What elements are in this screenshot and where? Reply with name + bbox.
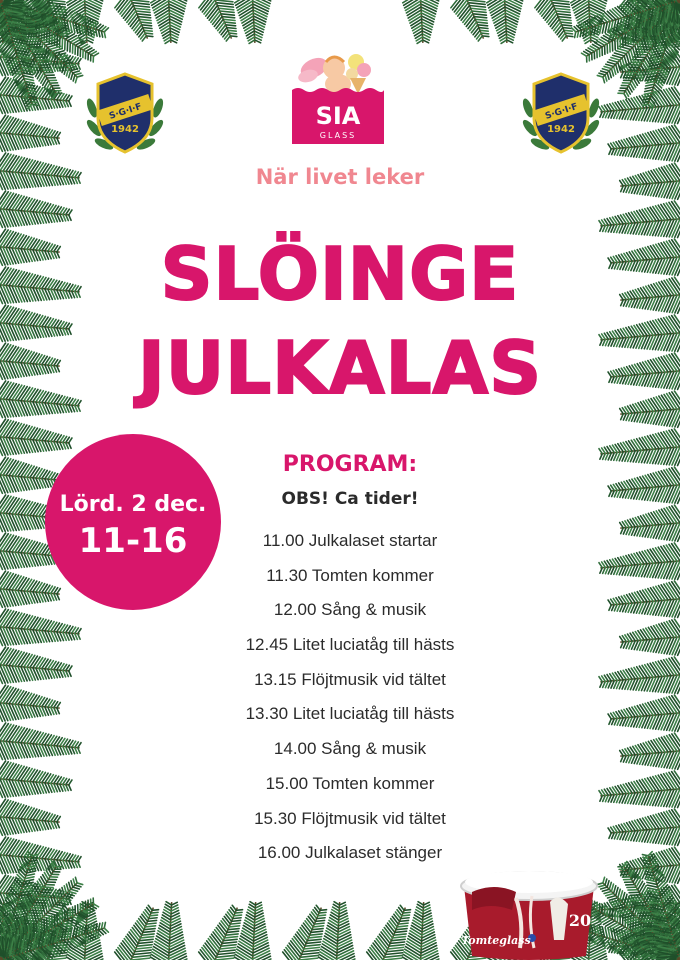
fir-branch — [0, 570, 61, 612]
fir-branch — [0, 646, 73, 690]
event-title-line-1: SLÖINGE — [160, 232, 520, 316]
schedule-item: 15.30 Flöjtmusik vid tältet — [254, 808, 446, 828]
program-note: OBS! Ca tider! — [281, 489, 419, 509]
fir-branch — [0, 760, 73, 804]
sia-glass-logo — [286, 46, 390, 150]
fir-branch — [0, 418, 73, 462]
program-heading: PROGRAM: — [282, 452, 418, 477]
fir-branch — [607, 808, 680, 852]
schedule-item: 12.00 Sång & musik — [273, 600, 427, 620]
fir-branch — [0, 608, 82, 653]
sia-wordmark: SIA — [315, 102, 361, 130]
fir-branch — [607, 694, 680, 738]
schedule-item: 16.00 Julkalaset stänger — [257, 843, 443, 863]
crest-year: 1942 — [547, 124, 575, 135]
brand-tagline: När livet leker — [255, 165, 425, 189]
fir-branch — [598, 770, 680, 815]
fir-branch — [402, 0, 441, 44]
schedule-item: 14.00 Sång & musik — [273, 739, 427, 759]
fir-branch — [150, 0, 189, 44]
ice-cream-tub-image — [454, 852, 604, 960]
schedule-item: 13.30 Litet luciatåg till hästs — [245, 704, 455, 724]
fir-branch — [0, 798, 61, 840]
fir-branch — [598, 428, 680, 473]
crest-letters: S·G·I·F — [544, 101, 580, 122]
fir-branch — [619, 732, 680, 774]
tub-number: 20 — [568, 911, 592, 930]
date-badge-day: Lörd. 2 dec. — [59, 491, 207, 517]
crest-year: 1942 — [111, 124, 139, 135]
fir-branch — [598, 86, 680, 131]
date-badge-time: 11-16 — [78, 520, 188, 561]
tub-label: Tomteglass — [461, 934, 531, 947]
fir-branch — [607, 466, 680, 510]
schedule-item: 12.45 Litet luciatåg till hästs — [245, 635, 455, 655]
event-title-line-2: JULKALAS — [137, 326, 543, 410]
schedule-item: 11.00 Julkalaset startar — [262, 531, 438, 550]
schedule-item: 11.30 Tomten kommer — [266, 565, 434, 585]
fir-branch — [0, 190, 73, 234]
fir-branch — [0, 722, 82, 767]
club-crest-left-icon — [82, 68, 168, 158]
fir-branch — [529, 0, 584, 46]
program-schedule — [180, 524, 520, 871]
schedule-item: 13.15 Flöjtmusik vid tältet — [254, 669, 446, 689]
club-crest-right-icon — [518, 68, 604, 158]
fir-branch — [619, 504, 680, 546]
fir-branch — [193, 0, 248, 46]
schedule-item: 15.00 Tomten kommer — [265, 773, 435, 793]
fir-branch — [598, 542, 680, 587]
fir-branch — [598, 656, 680, 701]
fir-branch — [486, 0, 525, 44]
fir-branch — [109, 0, 164, 46]
fir-branch — [607, 124, 680, 168]
fir-branch — [234, 0, 273, 44]
fir-branch — [0, 684, 61, 726]
cherub-icon — [297, 54, 371, 94]
glass-wordmark: GLASS — [319, 131, 357, 140]
fir-branch — [0, 114, 61, 156]
fir-branch — [619, 618, 680, 660]
fir-branch — [607, 580, 680, 624]
fir-branch — [445, 0, 500, 46]
fir-branch — [0, 836, 82, 881]
crest-letters: S·G·I·F — [108, 101, 144, 122]
